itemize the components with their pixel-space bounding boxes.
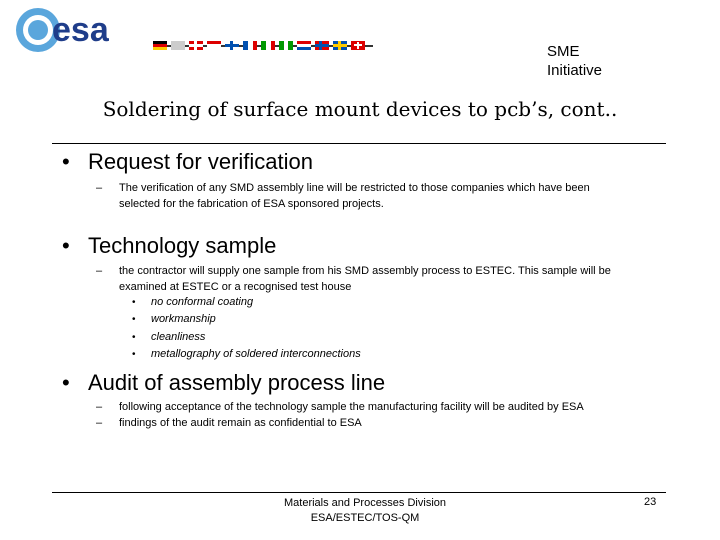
esa-logo [8, 4, 373, 56]
footer-division: Materials and Processes Division [283, 497, 446, 509]
sme-initiative-label [547, 42, 602, 80]
bullet-technology-sample [62, 233, 276, 259]
sub-item-text: following acceptance of the technology sample the manufacturing facility will be audited by ESA [119, 401, 584, 413]
top-divider [52, 143, 666, 144]
sub-item-line: examined at ESTEC or a recognised test house [119, 281, 352, 293]
bottom-divider [52, 492, 666, 493]
sub-bullet-dot: • [132, 297, 136, 308]
bullet-dot: • [62, 149, 70, 174]
sme-line: SME [547, 43, 580, 60]
slide-title: Soldering of surface mount devices to pcb’s, cont.. [102, 97, 618, 121]
bullet-dot: • [62, 233, 70, 258]
footer-org-code: ESA/ESTEC/TOS-QM [310, 512, 420, 524]
sub-sub-item: cleanliness [151, 331, 206, 343]
sub-bullet-dot: • [132, 332, 136, 343]
sub-item-text [119, 180, 590, 212]
sub-sub-item: metallography of soldered interconnections [151, 348, 361, 360]
sub-item-line: The verification of any SMD assembly line will be restricted to those companies which have been [119, 182, 590, 194]
bullet-audit-process [62, 370, 385, 396]
bullet-heading: Audit of assembly process line [88, 370, 386, 395]
sub-item-line: the contractor will supply one sample from his SMD assembly process to ESTEC. This sample will be [119, 265, 611, 277]
bullet-request-verification [62, 149, 313, 175]
bullet-heading: Request for verification [88, 149, 313, 174]
sub-item-text [119, 263, 611, 295]
initiative-line: Initiative [547, 62, 603, 79]
footer [250, 496, 480, 526]
svg-text:esa: esa [52, 11, 109, 49]
sub-item-line: selected for the fabrication of ESA sponsored projects. [119, 198, 384, 210]
sub-sub-item: no conformal coating [151, 296, 254, 308]
sub-bullet-dot: • [132, 314, 136, 325]
bullet-dot: • [62, 370, 70, 395]
sub-bullet-dot: • [132, 349, 136, 360]
dash-marker: – [96, 265, 103, 277]
dash-marker: – [96, 417, 103, 429]
page-number: 23 [644, 496, 657, 508]
dash-marker: – [96, 401, 103, 413]
dash-marker: – [96, 182, 103, 194]
bullet-heading: Technology sample [88, 233, 277, 258]
sub-item-text: findings of the audit remain as confidential to ESA [119, 417, 362, 429]
sub-sub-item: workmanship [151, 313, 216, 325]
